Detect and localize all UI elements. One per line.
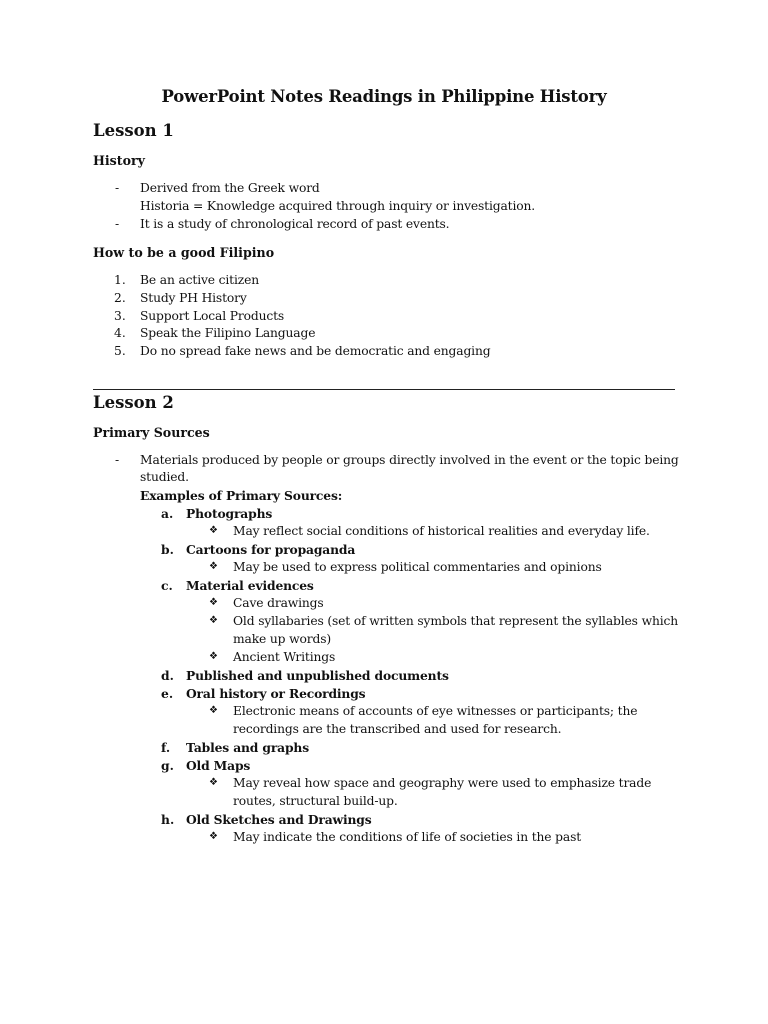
example-detail: Ancient Writings (233, 650, 336, 664)
example-sketches: Old Sketches and Drawings (186, 812, 372, 827)
diamond-bullet-icon: ❖ (209, 525, 218, 536)
history-bullet-1-line-1: Derived from the Greek word (140, 181, 320, 195)
diamond-bullet-icon: ❖ (209, 651, 218, 662)
primary-definition-line-2: studied. (140, 470, 189, 484)
example-tables-graphs: Tables and graphs (186, 740, 309, 755)
list-letter: d. (161, 668, 174, 683)
list-number: 1. (114, 273, 126, 287)
example-detail: May reflect social conditions of historical realities and everyday life. (233, 524, 650, 538)
history-bullet-2: It is a study of chronological record of past events. (140, 217, 450, 231)
list-letter: f. (161, 740, 171, 755)
example-detail: recordings are the transcribed and used for research. (233, 722, 562, 736)
list-number: 4. (114, 326, 126, 340)
list-letter: b. (161, 542, 174, 557)
section-divider (93, 389, 675, 390)
filipino-heading: How to be a good Filipino (93, 245, 275, 260)
example-detail: May be used to express political commentaries and opinions (233, 560, 602, 574)
diamond-bullet-icon: ❖ (209, 831, 218, 842)
list-number: 2. (114, 291, 126, 305)
example-photographs: Photographs (186, 506, 273, 521)
diamond-bullet-icon: ❖ (209, 615, 218, 626)
list-number: 3. (114, 309, 126, 323)
primary-sources-heading: Primary Sources (93, 425, 210, 440)
list-number: 5. (114, 344, 126, 358)
diamond-bullet-icon: ❖ (209, 561, 218, 572)
dash-bullet: - (115, 217, 120, 231)
dash-bullet: - (115, 453, 120, 467)
dash-bullet: - (115, 181, 120, 195)
list-letter: c. (161, 578, 173, 593)
example-old-maps: Old Maps (186, 758, 251, 773)
diamond-bullet-icon: ❖ (209, 777, 218, 788)
example-material-evidences: Material evidences (186, 578, 314, 593)
history-heading: History (93, 153, 145, 168)
lesson-1-heading: Lesson 1 (93, 121, 174, 140)
example-detail: Electronic means of accounts of eye witnesses or participants; the (233, 704, 638, 718)
diamond-bullet-icon: ❖ (209, 705, 218, 716)
example-documents: Published and unpublished documents (186, 668, 449, 683)
examples-heading: Examples of Primary Sources: (140, 488, 343, 503)
example-detail: routes, structural build-up. (233, 794, 398, 808)
list-item: Support Local Products (140, 309, 285, 323)
example-detail: Old syllabaries (set of written symbols that represent the syllables which (233, 614, 679, 628)
list-item: Do no spread fake news and be democratic and engaging (140, 344, 491, 358)
example-detail: Cave drawings (233, 596, 324, 610)
lesson-2-heading: Lesson 2 (93, 393, 174, 412)
example-oral-history: Oral history or Recordings (186, 686, 366, 701)
diamond-bullet-icon: ❖ (209, 597, 218, 608)
list-item: Study PH History (140, 291, 247, 305)
list-item: Speak the Filipino Language (140, 326, 316, 340)
list-letter: e. (161, 686, 174, 701)
document-title: PowerPoint Notes Readings in Philippine History (161, 87, 607, 106)
list-letter: g. (161, 758, 174, 773)
primary-definition-line-1: Materials produced by people or groups directly involved in the event or the topic being (140, 453, 679, 467)
list-letter: a. (161, 506, 174, 521)
example-cartoons: Cartoons for propaganda (186, 542, 356, 557)
example-detail: May indicate the conditions of life of societies in the past (233, 830, 582, 844)
list-letter: h. (161, 812, 175, 827)
history-bullet-1-line-2: Historia = Knowledge acquired through inquiry or investigation. (140, 199, 536, 213)
example-detail: May reveal how space and geography were used to emphasize trade (233, 776, 652, 790)
example-detail: make up words) (233, 632, 332, 646)
list-item: Be an active citizen (140, 273, 259, 287)
